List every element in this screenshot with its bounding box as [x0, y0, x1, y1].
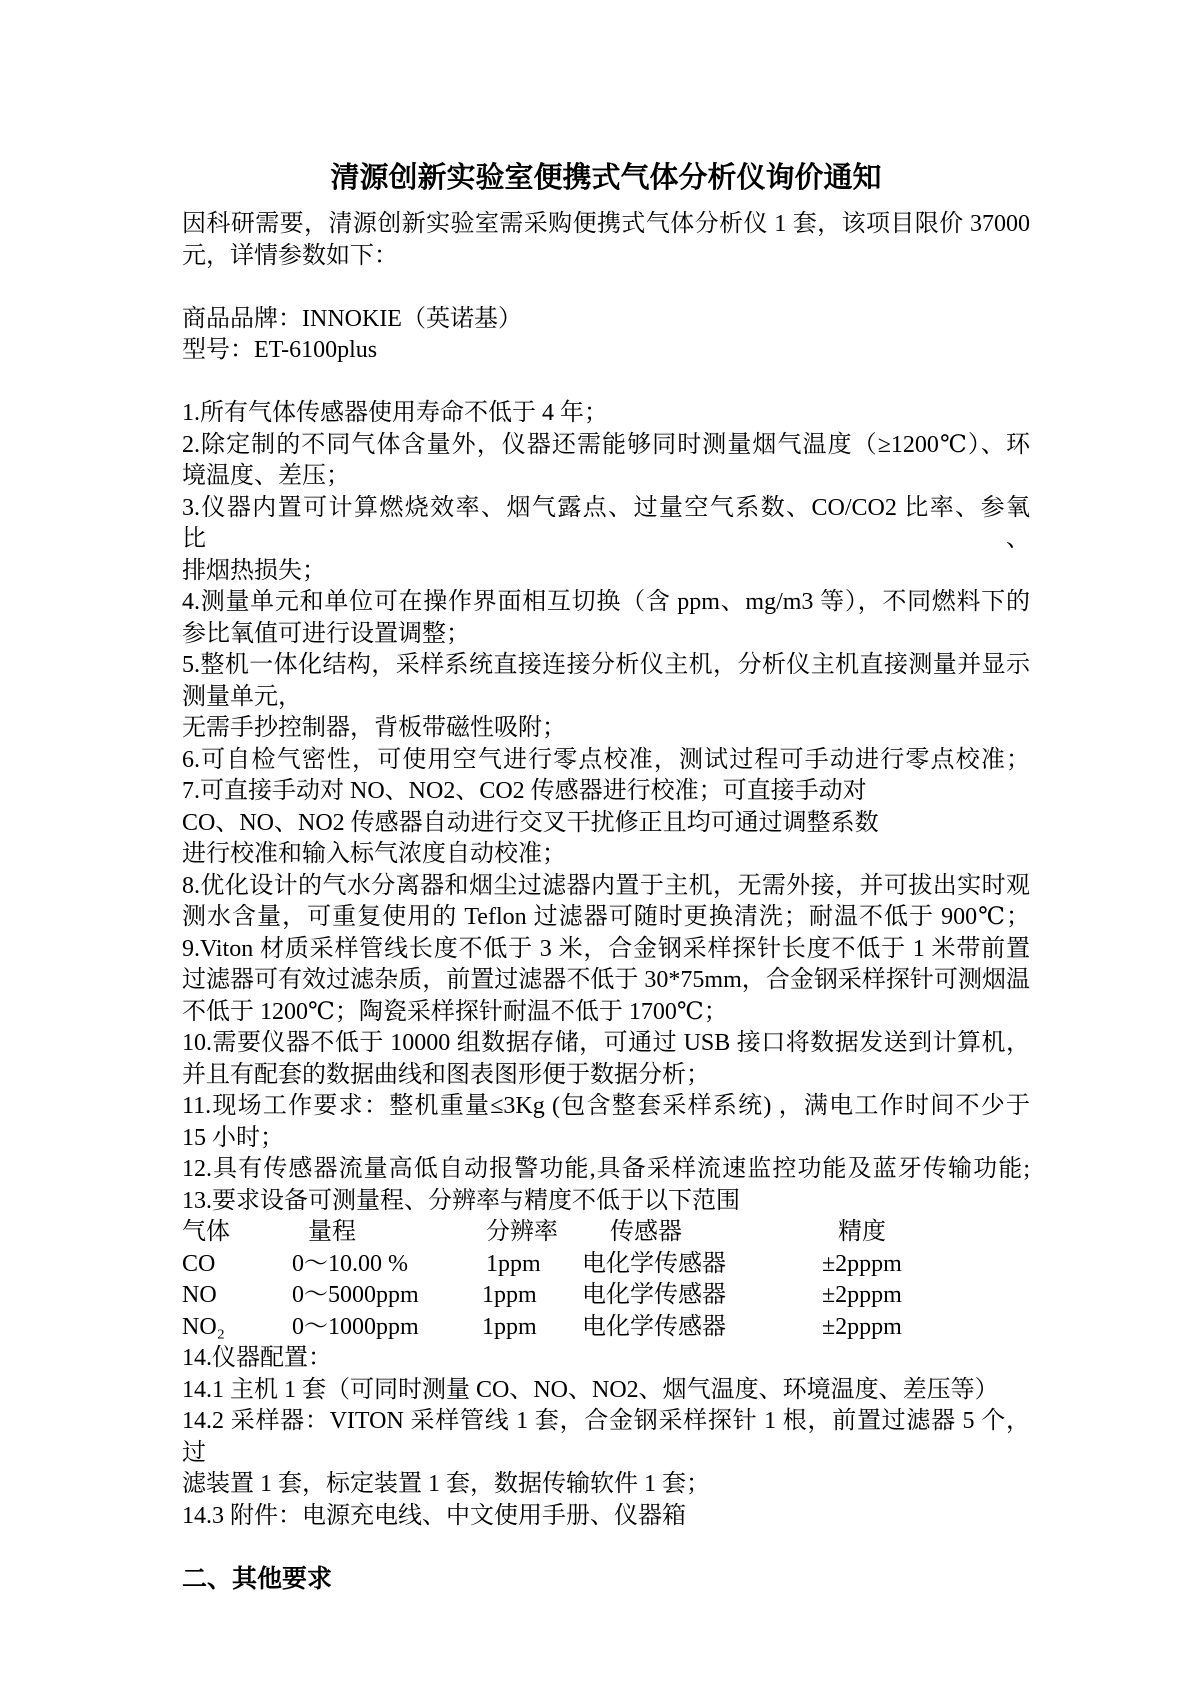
table-cell: 1ppm [482, 1282, 537, 1308]
doc-line: 13.要求设备可测量程、分辨率与精度不低于以下范围 [182, 1187, 740, 1214]
blank-line [182, 1532, 1030, 1564]
doc-line: 14.2 采样器：VITON 采样管线 1 套，合金钢采样探针 1 根，前置过滤器 5 个，过 [182, 1408, 1030, 1466]
table-header-cell: 气体 [182, 1219, 230, 1245]
doc-line: 15 小时； [182, 1124, 284, 1151]
doc-line: 境温度、差压； [182, 463, 350, 489]
table-row [182, 1249, 1030, 1281]
doc-line: 4.测量单元和单位可在操作界面相互切换（含 ppm、mg/m3 等），不同燃料下的 [182, 589, 1030, 615]
doc-line: 并且有配套的数据曲线和图表图形便于数据分析； [182, 1061, 710, 1088]
doc-line: 滤装置 1 套，标定装置 1 套，数据传输软件 1 套； [182, 1471, 710, 1497]
doc-line: 7.可直接手动对 NO、NO2、CO2 传感器进行校准；可直接手动对 [182, 778, 867, 804]
document-title: 清源创新实验室便携式气体分析仪询价通知 [330, 162, 882, 194]
section-heading: 二、其他要求 [182, 1564, 333, 1593]
table-cell: 电化学传感器 [582, 1250, 726, 1277]
doc-line: 11.现场工作要求：整机重量≤3Kg (包含整套采样系统) ，满电工作时间不少于 [182, 1093, 1030, 1119]
doc-line: 1.所有气体传感器使用寿命不低于 4 年； [182, 400, 608, 426]
doc-line: 不低于 1200℃；陶瓷采样探针耐温不低于 1700℃； [182, 998, 728, 1025]
brand-line: 商品品牌：INNOKIE（英诺基） [182, 305, 522, 332]
table-row [182, 1280, 1030, 1312]
table-cell: 电化学传感器 [582, 1313, 726, 1340]
table-header-cell: 量程 [308, 1219, 356, 1245]
doc-line: 14.1 主机 1 套（可同时测量 CO、NO、NO2、烟气温度、环境温度、差压等） [182, 1376, 999, 1403]
table-cell: ±2pppm [822, 1250, 902, 1277]
table-cell: 1ppm [486, 1250, 541, 1277]
doc-line: 14.仪器配置： [182, 1345, 332, 1371]
table-cell: ±2pppm [822, 1282, 902, 1308]
table-header-row [182, 1217, 1030, 1249]
table-cell: 0～1000ppm [292, 1313, 419, 1340]
table-cell: CO [182, 1250, 216, 1277]
doc-line: 10.需要仪器不低于 10000 组数据存储，可通过 USB 接口将数据发送到计算机， [182, 1030, 1030, 1056]
spec-table [182, 1217, 1030, 1343]
doc-line: 参比氧值可进行设置调整； [182, 620, 470, 647]
intro-line: 元，详情参数如下： [182, 242, 398, 269]
doc-line: 2.除定制的不同气体含量外，仪器还需能够同时测量烟气温度（≥1200℃）、环 [182, 431, 1030, 458]
table-header-cell: 精度 [838, 1219, 886, 1245]
table-cell: 电化学传感器 [582, 1282, 726, 1308]
doc-line: CO、NO、NO2 传感器自动进行交叉干扰修正且均可通过调整系数 [182, 809, 879, 836]
table-header-cell: 传感器 [610, 1219, 682, 1245]
doc-line: 测量单元， [182, 683, 302, 710]
doc-line: 无需手抄控制器，背板带磁性吸附； [182, 715, 566, 741]
doc-line: 3.仪器内置可计算燃烧效率、烟气露点、过量空气系数、CO/CO2 比率、参氧比、 [182, 494, 1030, 552]
table-cell: 1ppm [482, 1313, 537, 1340]
doc-line: 5.整机一体化结构，采样系统直接连接分析仪主机，分析仪主机直接测量并显示 [182, 652, 1030, 678]
doc-line: 排烟热损失； [182, 557, 326, 584]
intro-line: 因科研需要，清源创新实验室需采购便携式气体分析仪 1 套，该项目限价 37000 [182, 211, 1030, 237]
table-cell: ±2pppm [822, 1313, 902, 1340]
doc-line: 14.3 附件：电源充电线、中文使用手册、仪器箱 [182, 1502, 686, 1529]
table-header-cell: 分辨率 [486, 1219, 558, 1245]
table-cell: 0～5000ppm [292, 1282, 419, 1308]
doc-line: 6.可自检气密性，可使用空气进行零点校准，测试过程可手动进行零点校准； [182, 746, 1030, 773]
blank-line [182, 367, 1030, 399]
doc-line: 9.Viton 材质采样管线长度不低于 3 米，合金钢采样探针长度不低于 1 米带前置 [182, 935, 1030, 962]
table-cell: NO₂ [182, 1313, 226, 1340]
doc-line: 进行校准和输入标气浓度自动校准； [182, 841, 566, 867]
table-cell: 0～10.00 % [292, 1250, 408, 1277]
doc-line: 12.具有传感器流量高低自动报警功能,具备采样流速监控功能及蓝牙传输功能; [182, 1156, 1030, 1182]
blank-line [182, 272, 1030, 304]
doc-line: 测水含量，可重复使用的 Teflon 过滤器可随时更换清洗；耐温不低于 900℃； [182, 904, 1030, 930]
doc-line: 过滤器可有效过滤杂质，前置过滤器不低于 30*75mm，合金钢采样探针可测烟温 [182, 967, 1030, 993]
table-cell: NO [182, 1282, 217, 1308]
table-row [182, 1312, 1030, 1344]
model-line: 型号：ET-6100plus [182, 337, 378, 363]
doc-line: 8.优化设计的气水分离器和烟尘过滤器内置于主机，无需外接，并可拔出实时观 [182, 872, 1030, 899]
